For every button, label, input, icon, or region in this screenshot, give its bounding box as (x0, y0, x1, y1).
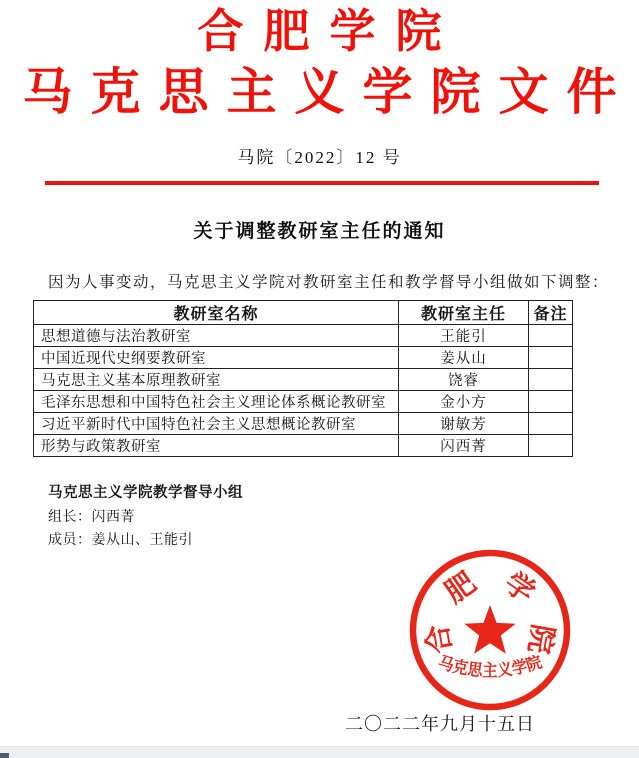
supervision-group-section (48, 482, 448, 551)
table-row (34, 369, 573, 391)
cell-note (529, 435, 573, 457)
bottom-bar (0, 746, 639, 758)
cell-office-name: 毛泽东思想和中国特色社会主义理论体系概论教研室 (34, 391, 399, 413)
cell-director: 饶睿 (399, 369, 529, 391)
bottom-bar-fragment (0, 753, 9, 758)
seal-arc-char: 学 (498, 566, 541, 610)
issue-date: 二〇二二年九月十五日 (345, 714, 535, 734)
seal-arc-char: 院 (521, 621, 559, 656)
supervision-group-members: 成员：姜从山、王能引 (48, 531, 193, 547)
cell-note (529, 391, 573, 413)
red-rule-divider (45, 181, 599, 185)
seal-arc-char: 合 (421, 621, 459, 656)
cell-director: 姜从山 (399, 347, 529, 369)
official-seal (406, 546, 574, 714)
cell-office-name: 中国近现代史纲要教研室 (34, 347, 399, 369)
cell-note (529, 325, 573, 347)
seal-bottom-text: 马克思主义学院 (435, 652, 546, 681)
cell-note (529, 347, 573, 369)
cell-director: 金小方 (399, 391, 529, 413)
table-row (34, 391, 573, 413)
cell-director: 谢敏芳 (399, 413, 529, 435)
supervision-group-heading: 马克思主义学院教学督导小组 (48, 485, 243, 501)
supervision-group-leader: 组长：闪西菁 (48, 508, 135, 524)
cell-note (529, 369, 573, 391)
col-header-office: 教研室名称 (34, 301, 399, 325)
cell-director: 闪西菁 (399, 435, 529, 457)
table-row (34, 325, 573, 347)
seal-arc-char: 肥 (439, 566, 482, 610)
cell-office-name: 马克思主义基本原理教研室 (34, 369, 399, 391)
notice-intro: 因为人事变动，马克思主义学院对教研室主任和教学督导小组做如下调整： (48, 274, 610, 291)
seal-star-icon (464, 605, 515, 654)
col-header-note: 备注 (529, 301, 573, 325)
cell-director: 王能引 (399, 325, 529, 347)
cell-office-name: 思想道德与法治教研室 (34, 325, 399, 347)
cell-note (529, 413, 573, 435)
table-row (34, 413, 573, 435)
notice-title: 关于调整教研室主任的通知 (193, 221, 446, 242)
table-header-row (34, 301, 573, 325)
org-name-line1: 合肥学院 (197, 6, 462, 57)
table-row (34, 347, 573, 369)
doc-number: 马院〔2022〕12 号 (237, 148, 402, 167)
cell-office-name: 形势与政策教研室 (34, 435, 399, 457)
directors-table (33, 300, 573, 457)
col-header-director: 教研室主任 (399, 301, 529, 325)
org-name-line2: 马克思主义学院文件 (22, 64, 635, 120)
table-row (34, 435, 573, 457)
cell-office-name: 习近平新时代中国特色社会主义思想概论教研室 (34, 413, 399, 435)
